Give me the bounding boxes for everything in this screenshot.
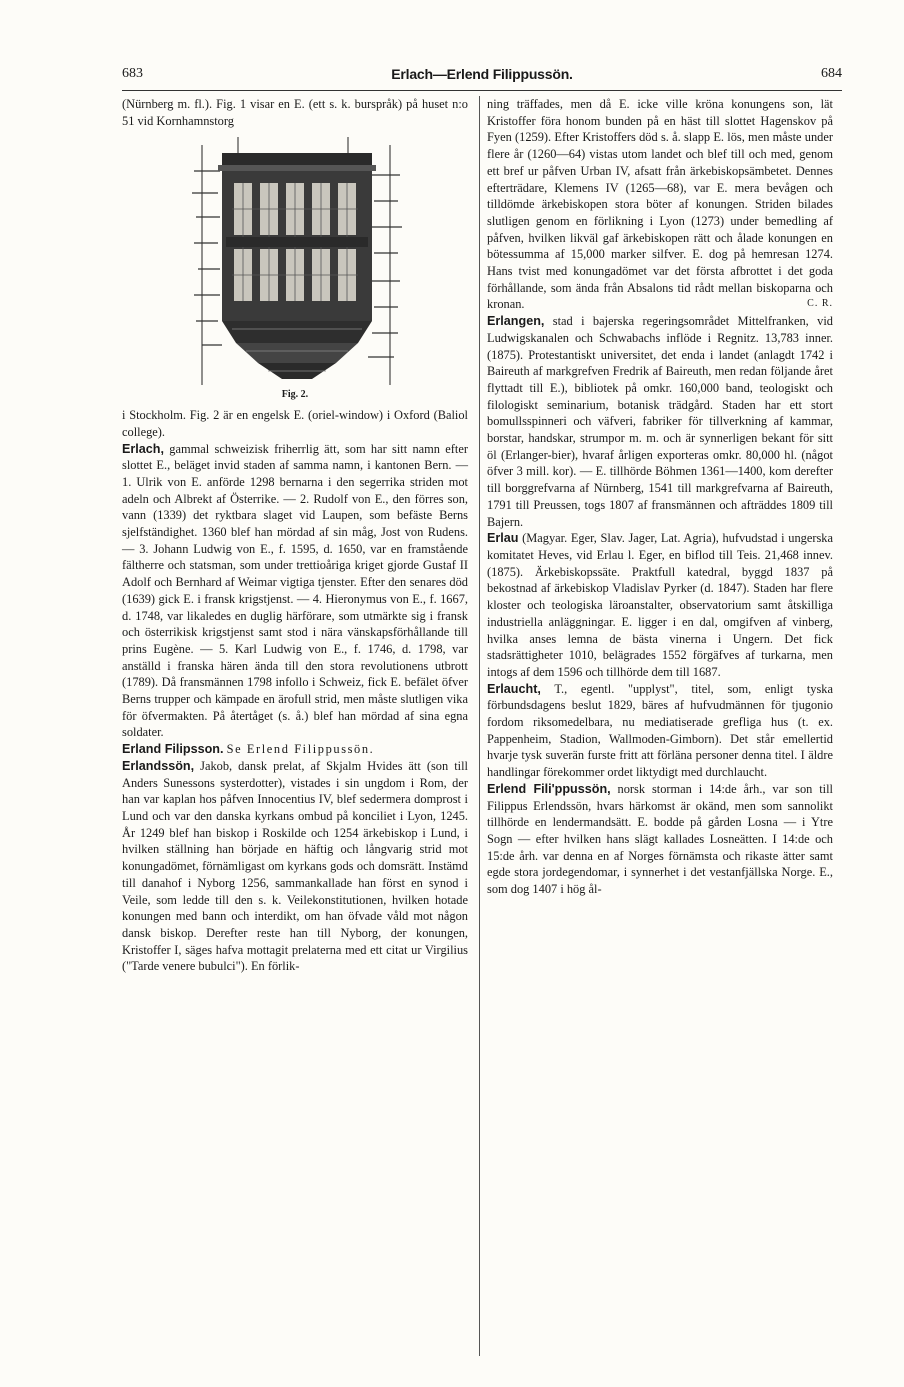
entry-erlau-text: (Magyar. Eger, Slav. Jager, Lat. Agria), hufvudstad i ungerska komitatet Heves, vid Erlau l. Eger, en biflod till Teis. 21,468 innev. (1875). Ärkebiskopssäte. Praktfull katedral, byggd 1837 på bekostnad af ärkebiskop Vladislav Pyrker (d. 1847). Staden har flere kloster och teologiska läroanstalter, observatorium samt åtskilliga industriella anläggningar. E. ligger i en dal, omgifven af vinberg, hvilka anses lemna de bästa vinerna i Ungern. Det fick stadsrättigheter 1010, belägrades 1552 förgäfves af turkarna, men intogs af dem 1596 och tillhörde dem till 1687. — [487, 531, 833, 679]
entry-erlach — [122, 441, 468, 742]
page-header — [122, 66, 842, 90]
entry-erlandsson-text: Jakob, dansk prelat, af Skjalm Hvides ätt (son till Anders Sunessons systerdotter), vistades i sin ungdom i Rom, der han var kaplan hos påfven Innocentius IV, blef sedermera domprost i Lund och var den danska kyrkans ombud på konciliet i Lyon, 1245. År 1249 blef han biskop i Roskilde och 1254 ärkebiskop i Lund, i hvilken ställning han började en häftig och långvarig strid mot konungadömet, förnämligast om kyrkans gods och domsrätt. Instämd till danahof i Nyborg 1256, sammankallade han först en synod i Veile, som ledde till den s. k. Veilekonstitutionen, hvilken hotade konungen med bann och interdikt, om han öfvade våld mot någon dansk biskop. Derefter reste han till Nyborg, der konungen, Kristoffer I, säges hafva mottagit prelaterna med ett citat ur Virgilius ("Tarde venere bubulci"). En förlik- — [122, 758, 468, 974]
entry-erlend-filippusson-text: norsk storman i 14:de årh., var son till Filippus Erlendssön, hvars härkomst är okänd, men som sannolikt tillhörde en lendermandsätt. E. bodde på gården Losna — i Ytre Sogn — efter hvilken hans slägt kallades Losneätten. I 14:de och 15:de årh. var denna en af Norges förnämsta och rikaste ätter samt egde stora jordegendomar, i synnerhet i det vestanfjällska Norge. E., som dog 1407 i hög ål- — [487, 781, 833, 897]
headword-erlandsson: Erlandssön, — [122, 758, 195, 773]
column-divider — [479, 96, 480, 1356]
left-column — [122, 96, 468, 975]
figure-oriel-window — [122, 131, 468, 385]
right-column — [487, 96, 833, 898]
entry-erlaucht-text: T., egentl. "upplyst", titel, som, enligt tyska förbundsdagens beslut 1829, bäres af hufvudmännen för tjugonio fordom riksomedelbara, nu mediatiserade grefliga hus (t. ex. Pappenheim, Stadion, Wallmoden-Gimborn). Det står emellertid hvarje tysk suverän furste fritt att förläna personer denna titel. I äldre handlingar förekommer ordet liktydigt med durchlaucht. — [487, 681, 834, 780]
entry-erlach-text: gammal schweizisk friherrlig ätt, som har sitt namn efter slottet E., beläget invid staden af samma namn, i kantonen Bern. — 1. Ulrik von E. anförde 1298 bernarna i den segerrika striden mot adeln och Albrekt af Österrike. — 2. Rudolf von E., den förres son, vann (1339) det ryktbara slaget vid Laupen, som befäste Berns sjelfständighet. 1360 blef han mördad af sin måg, Jost von Rudens. — 3. Johann Ludwig von E., f. 1595, d. 1650, var en framstående fältherre och statsman, som under trettioåriga kriget gjorde Gustaf II Adolf och Bernhard af Weimar vigtiga tjenster. Efter den senares död (1639) gick E. i fransk krigstjenst. — 4. Hieronymus von E., f. 1667, d. 1748, var likaledes en duglig härförare, som utmärkte sig i fransk och österrikisk krigstjenst samt stod i nära vänskapsförhållande till prins Eugène. — 5. Karl Ludwig von E., f. 1746, d. 1798, var anställd i franska hären ända till den stora revolutionens utbrott (1789). Då fransmännen 1798 infollo i Schweiz, fick E. befälet öfver Berns trupper och kämpade en ärofull strid, men måste slutligen vika för öfvermakten. På återtåget (s. å.) blef han mördad af sina egna soldater. — [122, 441, 468, 740]
headword-erlaucht: Erlaucht, — [487, 681, 541, 696]
headword-erlach: Erlach, — [122, 441, 164, 456]
headword-erlau: Erlau — [487, 531, 519, 546]
header-rule — [122, 90, 842, 91]
page-number-right: 684 — [821, 66, 842, 81]
erlandsson-continued-text: ning träffades, men då E. icke ville kröna konungens son, lät Kristoffer föra honom bunden på en häst till slottet Hagenskov på Fyen (1259). Efter Kristoffers död s. å. slapp E. lös, men måste under flere år (1260—64) vistas utom landet och blef till och med, genom ett bref ur påfven Urban IV, afsatt från ärkebiskopsämbetet. Dennes efterträdare, Klemens IV (1265—68), var E. mera bevågen och tilldömde ärkebiskopen stora böter af konungen. Striden bilades slutligen genom en förlikning i Lyon (1273) under bemedling af påfven, hvilken likväl gaf ärkebiskopen rätt och ålade konungen en bötessumma af 15,000 marker silfver. E. dog på hemresan 1274. Hans tvist med konungadömet var det första afbrottet i det goda förhållande, som ända från Absalons tid rådt mellan biskoparna och kronan. — [487, 97, 833, 312]
page-number-left: 683 — [122, 66, 143, 81]
entry-erland-filipsson — [122, 741, 468, 758]
paragraph-stockholm: i Stockholm. Fig. 2 är en engelsk E. (oriel-window) i Oxford (Baliol college). — [122, 408, 468, 439]
entry-erlandsson — [122, 758, 468, 975]
entry-erland-filipsson-text: Se Erlend Filippussön. — [226, 742, 375, 757]
headword-erlangen: Erlangen, — [487, 314, 545, 329]
entry-erlangen — [487, 313, 833, 530]
headword-erlend-filippusson: Erlend Fili'ppussön, — [487, 781, 611, 796]
headword-erland-filipsson: Erland Filipsson. — [122, 742, 224, 757]
entry-erlau — [487, 530, 833, 680]
paragraph-continuation: (Nürnberg m. fl.). Fig. 1 visar en E. (ett s. k. burspråk) på huset n:o 51 vid Kornhamnstorg — [122, 97, 468, 128]
entry-erlaucht — [487, 681, 833, 781]
figure-caption: Fig. 2. — [281, 389, 309, 401]
running-title: Erlach—Erlend Filippussön. — [391, 66, 573, 82]
paragraph-erlandsson-continued — [487, 96, 833, 313]
entry-erlangen-text: stad i bajerska regeringsområdet Mittelfranken, vid Ludwigskanalen och Schwabachs inflöde i Regnitz. 13,783 inner. (1875). Protestantiskt universitet, det enda i landet (anlagdt 1742 i Baireuth af markgrefven Fredrik af Baireuth, men redan följande året flyttadt till E.), bibliotek på omkr. 160,000 band, teologiskt och filologiskt seminarium, botanisk trädgård. Staden har ett stort bomullsspinneri och väfveri, fabriker för tillverkning af kammar, borstar, handskar, strumpor m. m. och är synnerligen bekant för sitt öl (Erlanger-bier), hvaraf årligen exporteras omkr. 80,000 hl. (något öfver 3 mill. kor). — E. tillhörde Böhmen 1361—1400, kom derefter till borggrefvarna af Nürnberg, 1541 till markgrefvarna af Baireuth, 1791 till Preussen, togs 1807 af fransmännen och afträddes 1809 till Bajern. — [487, 314, 833, 529]
entry-erlend-filippusson — [487, 781, 833, 898]
author-signature: C. R. — [807, 298, 833, 310]
oriel-window-illustration — [122, 131, 468, 385]
